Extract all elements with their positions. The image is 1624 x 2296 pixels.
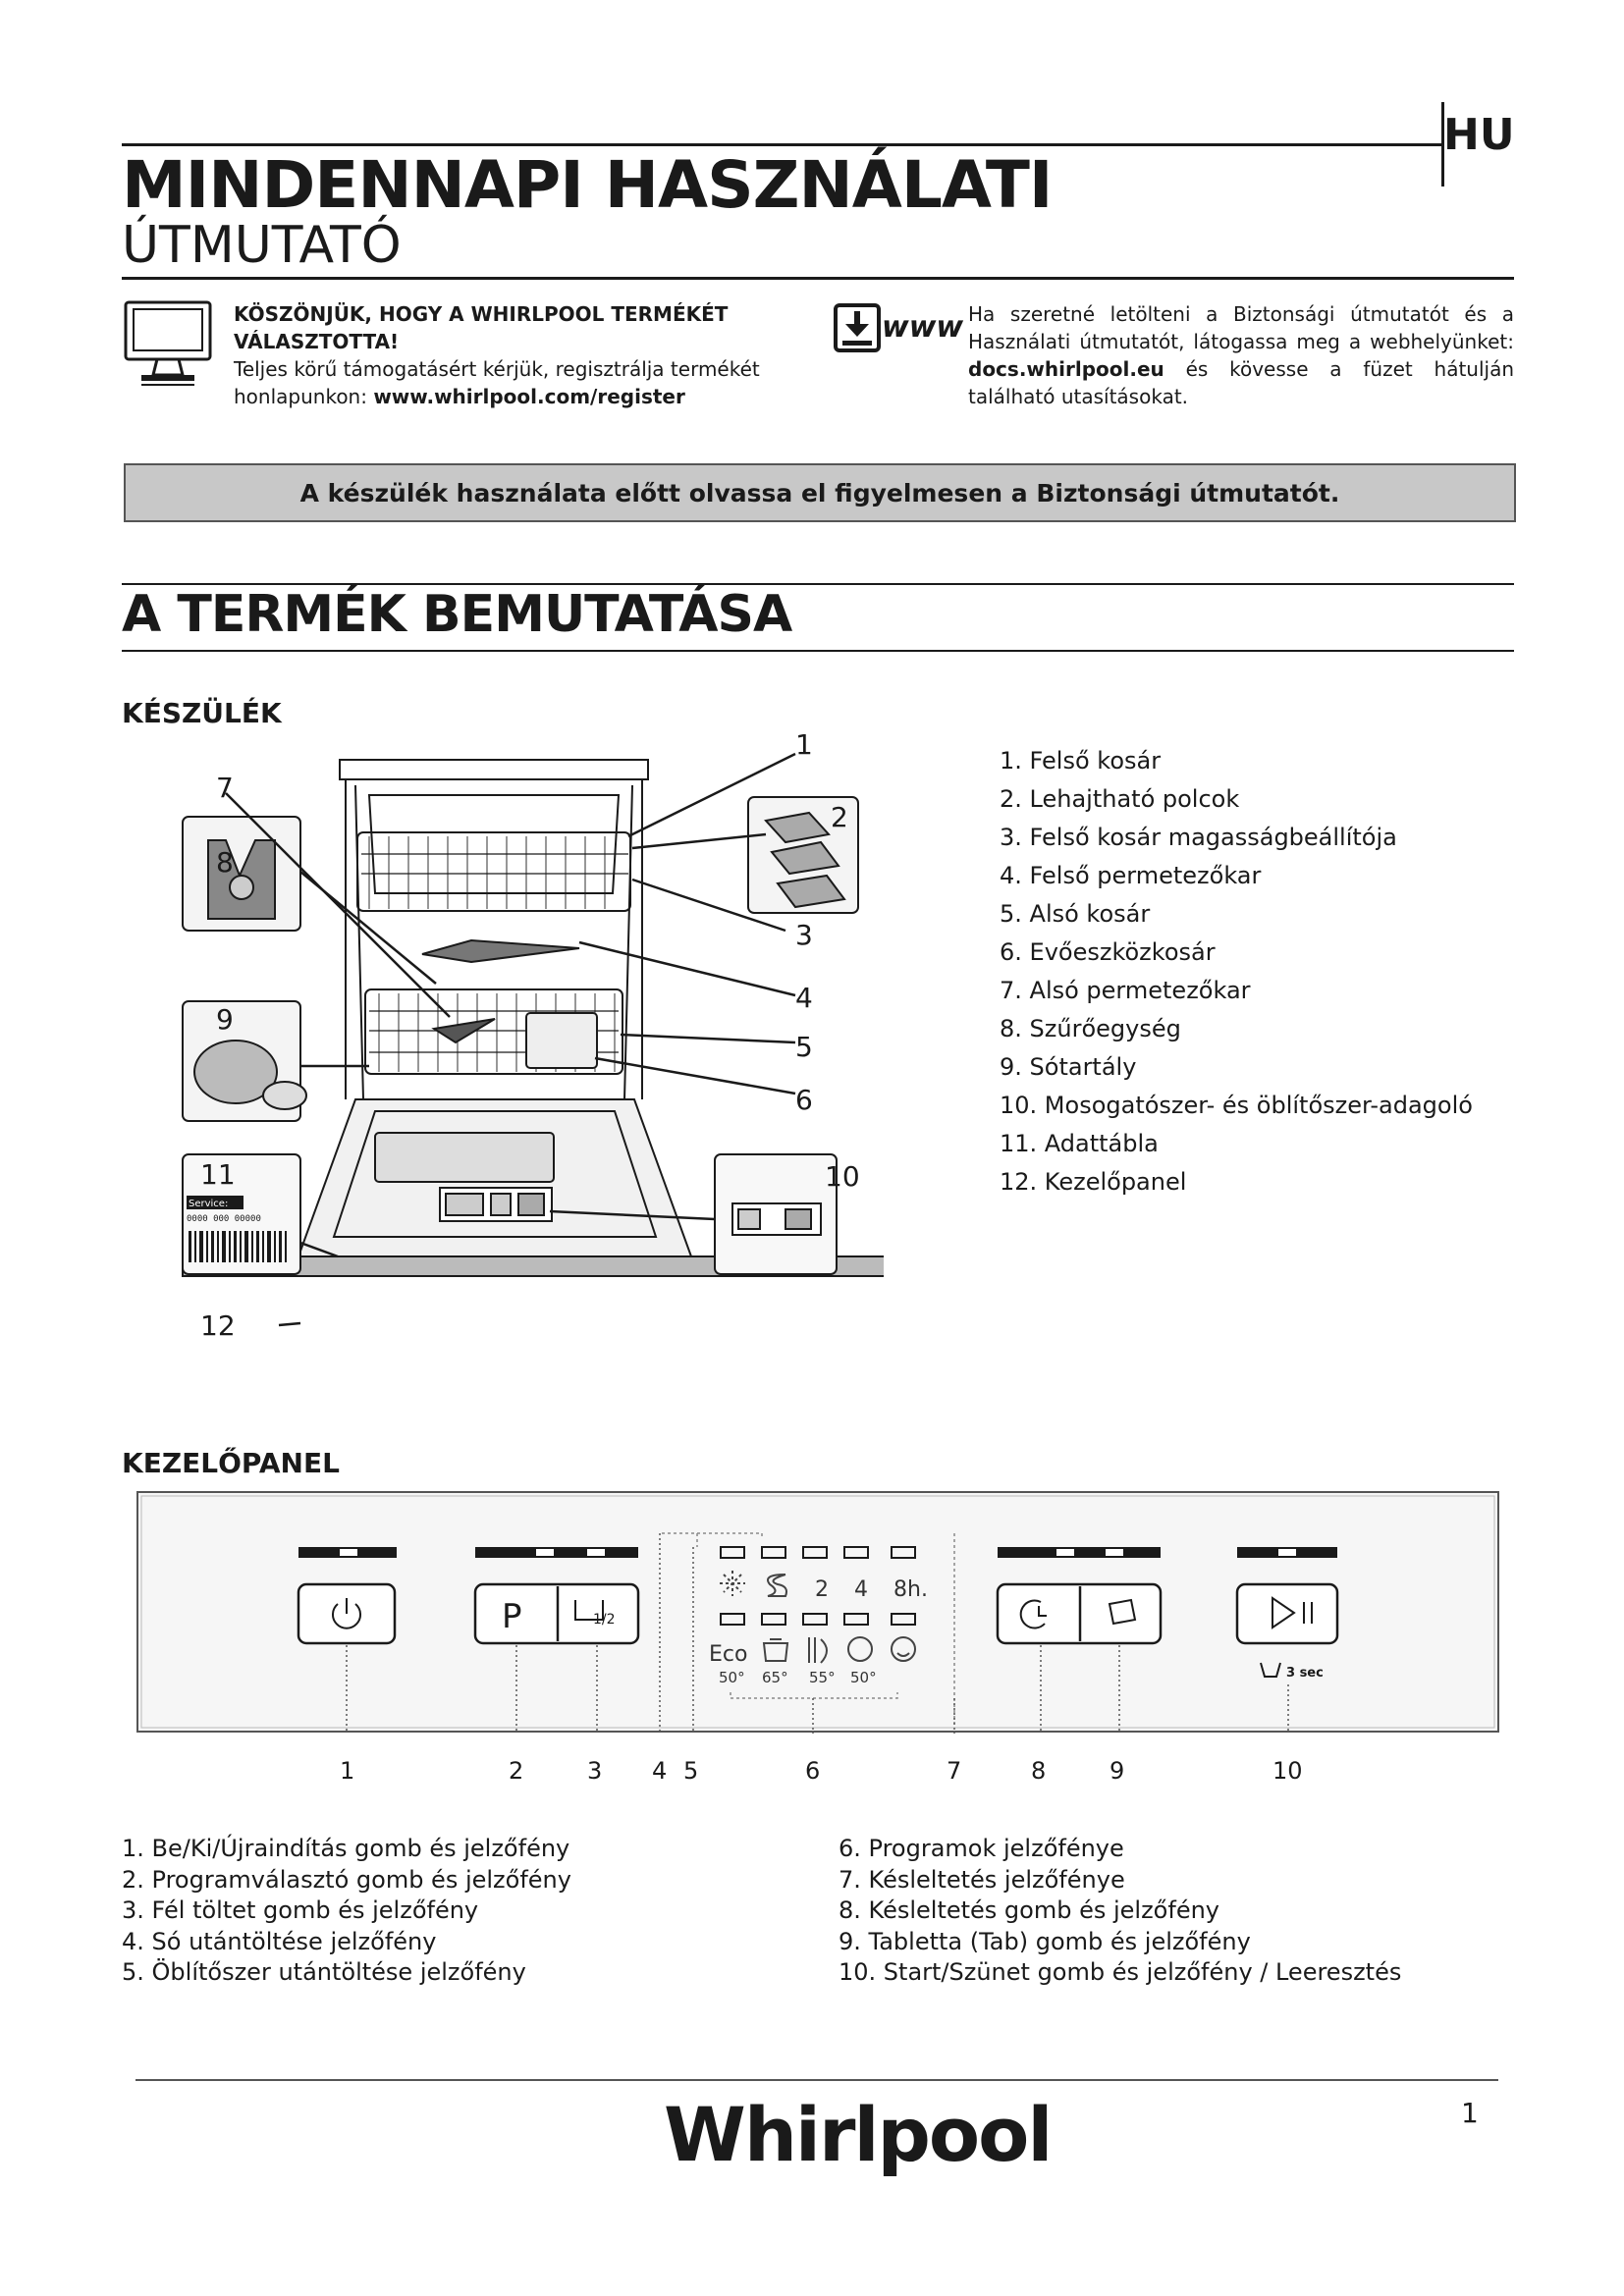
appliance-title: KÉSZÜLÉK: [122, 697, 282, 729]
panel-num-10: 10: [1272, 1757, 1303, 1785]
dishwasher-diagram: [118, 726, 884, 1355]
delay-4h: 4: [854, 1577, 868, 1602]
diagram-num-8: 8: [216, 846, 234, 879]
legend-item: 7. Alsó permetezőkar: [1000, 977, 1251, 1004]
three-sec-label: 3 sec: [1286, 1666, 1324, 1681]
diagram-num-3: 3: [795, 919, 813, 951]
diagram-num-11: 11: [200, 1158, 236, 1191]
download-text: [968, 300, 1514, 410]
title-rule: [122, 277, 1514, 280]
program-eco: Eco: [709, 1642, 748, 1667]
thanks-body-text: Teljes körű támogatásért kérjük, regisztrálja termékét honlapunkon:: [234, 357, 760, 408]
upper-spray-arm: [422, 940, 579, 962]
legend-item: 6. Evőeszközkosár: [1000, 938, 1216, 966]
legend-item: 5. Öblítőszer utántöltése jelzőfény: [122, 1958, 526, 1986]
legend-item: 9. Tabletta (Tab) gomb és jelzőfény: [839, 1927, 1251, 1955]
legend-item: 8. Késleltetés gomb és jelzőfény: [839, 1896, 1219, 1924]
temp-50-a: 50°: [719, 1669, 745, 1686]
top-rule: [122, 143, 1441, 146]
legend-item: 11. Adattábla: [1000, 1130, 1159, 1157]
delay-2h: 2: [815, 1577, 829, 1602]
temp-50-b: 50°: [850, 1669, 877, 1686]
legend-item: 1. Be/Ki/Újraindítás gomb és jelzőfény: [122, 1835, 570, 1862]
panel-num-7: 7: [947, 1757, 962, 1785]
panel-num-4: 4: [652, 1757, 668, 1785]
legend-item: 3. Fél töltet gomb és jelzőfény: [122, 1896, 479, 1924]
legend-item: 2. Lehajtható polcok: [1000, 785, 1240, 813]
upper-basket: [357, 832, 630, 911]
www-label: www: [882, 310, 964, 345]
legend-item: 9. Sótartály: [1000, 1053, 1137, 1081]
download-text-1: Ha szeretné letölteni a Biztonsági útmutatót és a Használati útmutatót, látogassa meg a webhelyünket:: [968, 302, 1514, 353]
start-pause-button: [1237, 1584, 1337, 1643]
safety-warning: A készülék használata előtt olvassa el figyelmesen a Biztonsági útmutatót.: [124, 463, 1516, 522]
control-panel-diagram: [134, 1488, 1508, 1800]
legend-item: 10. Mosogatószer- és öblítőszer-adagoló: [1000, 1092, 1473, 1119]
diagram-num-7: 7: [216, 772, 234, 804]
legend-item: 5. Alsó kosár: [1000, 900, 1151, 928]
legend-item: 4. Felső permetezőkar: [1000, 862, 1262, 889]
legend-item: 6. Programok jelzőfénye: [839, 1835, 1124, 1862]
page-number: 1: [1461, 2097, 1479, 2129]
cutlery-basket: [526, 1013, 597, 1068]
panel-legend-right: [839, 1834, 1401, 1989]
register-link[interactable]: www.whirlpool.com/register: [373, 385, 685, 408]
panel-num-6: 6: [805, 1757, 821, 1785]
service-code: 0000 000 00000: [187, 1214, 261, 1224]
section-rule-bottom: [122, 650, 1514, 652]
cabinet-top: [340, 760, 648, 779]
service-label: Service:: [189, 1199, 229, 1209]
panel-num-3: 3: [587, 1757, 603, 1785]
page-title: MINDENNAPI HASZNÁLATI: [122, 147, 1053, 223]
panel-num-1: 1: [340, 1757, 355, 1785]
temp-65: 65°: [762, 1669, 788, 1686]
diagram-num-12: 12: [200, 1309, 236, 1342]
thanks-heading: KÖSZÖNJÜK, HOGY A WHIRLPOOL TERMÉKÉT VÁLASZTOTTA!: [234, 302, 729, 353]
half-load-label: 1/2: [593, 1612, 616, 1628]
computer-icon: [122, 300, 214, 389]
docs-link[interactable]: docs.whirlpool.eu: [968, 357, 1164, 381]
diagram-num-10: 10: [825, 1160, 860, 1193]
panel-num-8: 8: [1031, 1757, 1047, 1785]
legend-item: 12. Kezelőpanel: [1000, 1168, 1187, 1196]
diagram-num-1: 1: [795, 728, 813, 761]
delay-8h: 8h.: [893, 1577, 928, 1602]
whirlpool-logo: Whirlpool: [664, 2091, 1052, 2178]
footer-rule: [135, 2079, 1498, 2081]
temp-55: 55°: [809, 1669, 836, 1686]
control-panel-title: KEZELŐPANEL: [122, 1447, 340, 1479]
legend-item: 8. Szűrőegység: [1000, 1015, 1181, 1042]
download-text-2: és kövesse a füzet hátulján található utasításokat.: [968, 357, 1515, 408]
thanks-text: [234, 355, 784, 410]
product-section-title: A TERMÉK BEMUTATÁSA: [122, 585, 792, 644]
legend-item: 7. Késleltetés jelzőfénye: [839, 1865, 1125, 1894]
appliance-legend: [1000, 742, 1473, 1201]
panel-num-5: 5: [683, 1757, 699, 1785]
language-code: HU: [1443, 110, 1515, 160]
diagram-num-2: 2: [831, 801, 848, 833]
diagram-num-5: 5: [795, 1031, 813, 1063]
panel-legend-left: [122, 1834, 571, 1989]
panel-num-9: 9: [1110, 1757, 1125, 1785]
diagram-num-9: 9: [216, 1003, 234, 1036]
download-icon: [833, 302, 882, 353]
legend-item: 1. Felső kosár: [1000, 747, 1162, 774]
diagram-num-6: 6: [795, 1084, 813, 1116]
legend-item: 4. Só utántöltése jelzőfény: [122, 1927, 437, 1955]
legend-item: 10. Start/Szünet gomb és jelzőfény / Leeresztés: [839, 1958, 1402, 1986]
diagram-num-4: 4: [795, 982, 813, 1014]
page-subtitle: ÚTMUTATÓ: [122, 216, 402, 275]
program-letter: P: [502, 1597, 522, 1636]
legend-item: 2. Programválasztó gomb és jelzőfény: [122, 1865, 571, 1894]
legend-item: 3. Felső kosár magasságbeállítója: [1000, 824, 1397, 851]
panel-num-2: 2: [509, 1757, 524, 1785]
